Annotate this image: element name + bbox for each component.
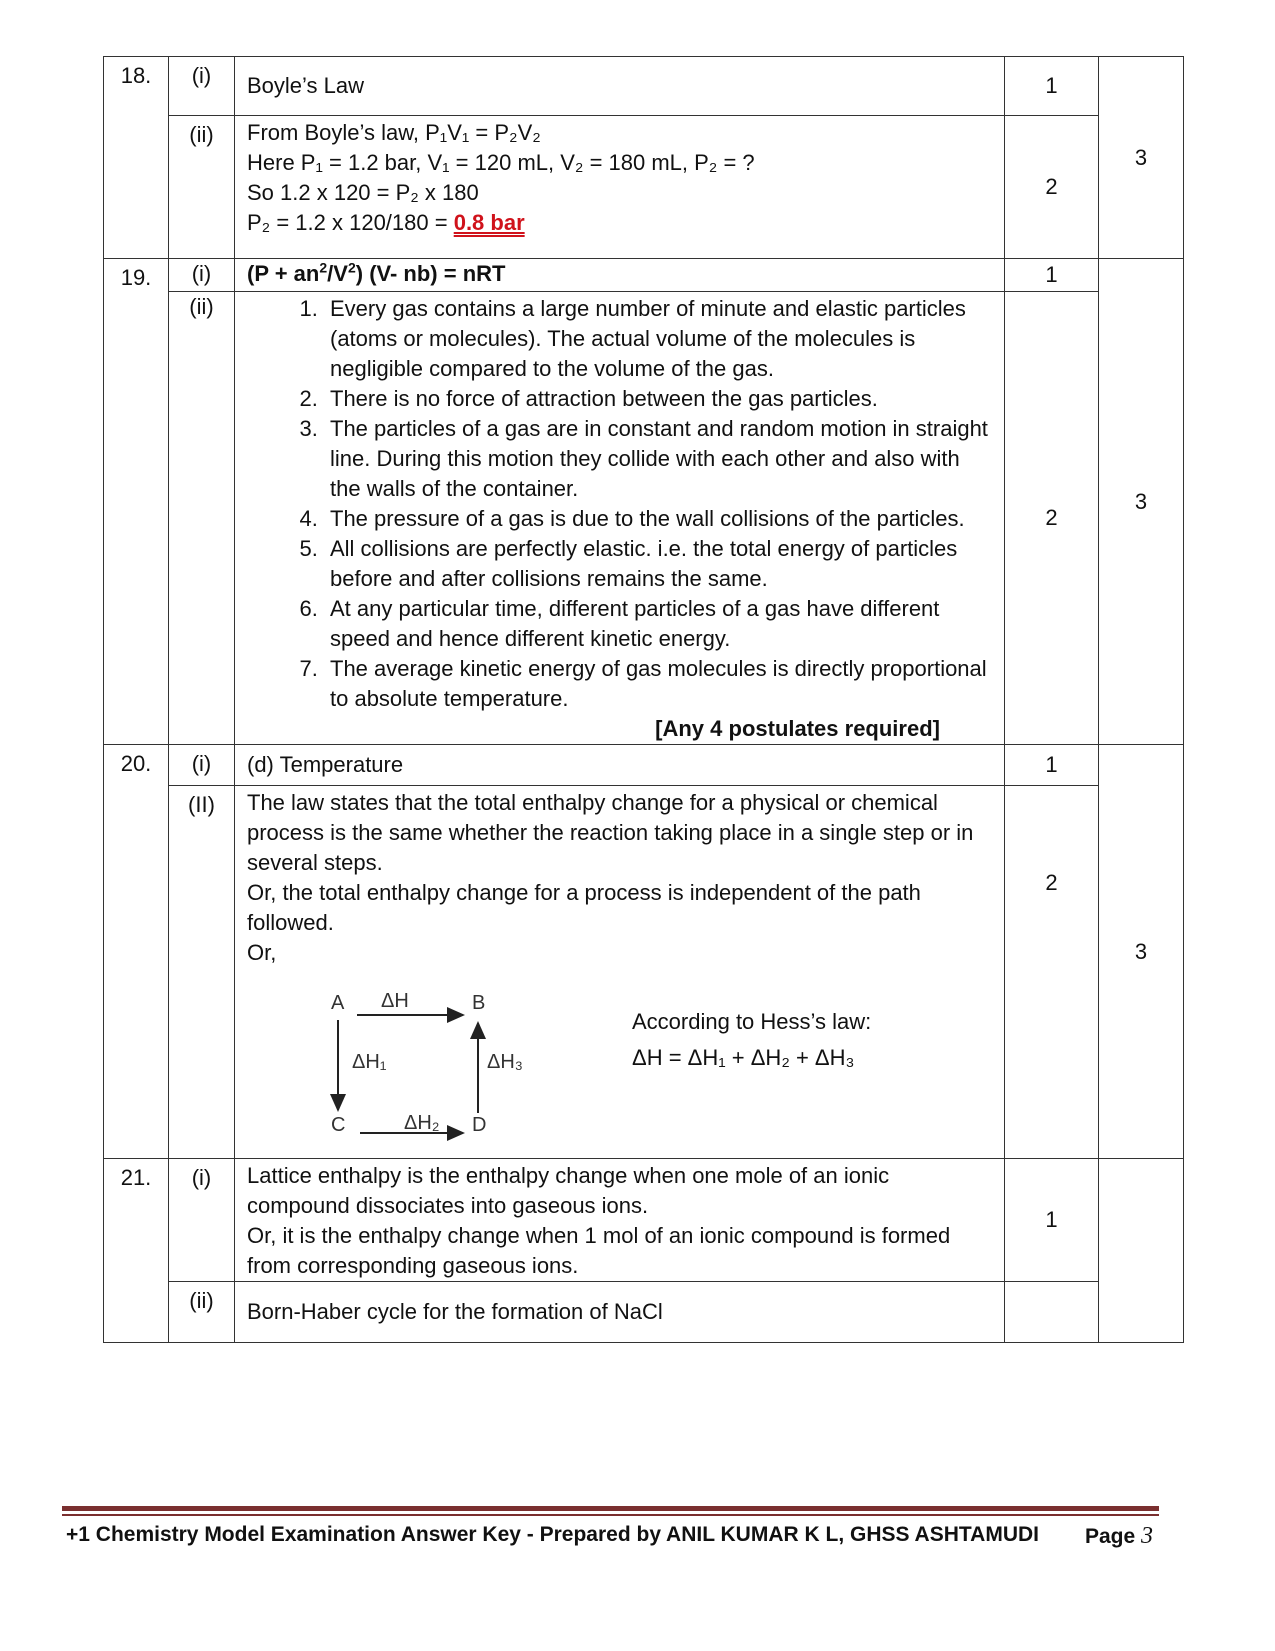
node-d: D [472,1114,487,1136]
q21-answer-ii: Born-Haber cycle for the formation of NaCl [235,1282,1005,1343]
q20-mark-i: 1 [1005,745,1099,786]
postulate-item: 1. Every gas contains a large number of minute and elastic particles (atoms or molecules). The actual volume of the molecules is negligible compared to the volume of the gas. [324,294,992,384]
q20-total: 3 [1099,745,1184,1159]
q18-line-2: Here P₁ = 1.2 bar, V₁ = 120 mL, V₂ = 180 mL, P₂ = ? [247,150,755,175]
q18-mark-ii: 2 [1005,116,1099,259]
q20-sub-i: (i) [169,745,235,786]
q18-total: 3 [1099,57,1184,259]
q20-answer-ii [235,786,1005,1159]
q18-result: 0.8 bar [453,210,525,235]
q19-total: 3 [1099,259,1184,745]
q20-row-i [104,745,1184,786]
q21-mark-ii [1005,1282,1099,1343]
lattice-definition: Lattice enthalpy is the enthalpy change when one mole of an ionic compound dissociates into gaseous ions. [247,1163,890,1218]
q19-sub-i: (i) [169,259,235,292]
q18-line-3: So 1.2 x 120 = P₂ x 180 [247,180,479,205]
node-c: C [331,1114,346,1136]
q19-equation: $(P + an^2/V^2)$ (V- nb) = nRT [235,259,1005,292]
q18-line-4-expr: P₂ = 1.2 x 120/180 = [247,210,454,235]
node-b: B [472,992,486,1014]
q19-number: 19. [104,259,169,745]
label-dh3: ΔH₃ [487,1051,523,1073]
postulate-item: 4. The pressure of a gas is due to the wall collisions of the particles. [324,504,992,534]
q19-mark-i: 1 [1005,259,1099,292]
postulate-item: 6. At any particular time, different particles of a gas have different speed and hence different kinetic energy. [324,594,992,654]
q18-sub-i: (i) [169,57,235,116]
q21-row-ii [104,1282,1184,1343]
page-num: 3 [1141,1523,1154,1549]
q20-sub-ii: (II) [169,786,235,1159]
q18-number: 18. [104,57,169,259]
footer-rule-thick [62,1506,1159,1511]
lattice-definition-alt: Or, it is the enthalpy change when 1 mol of an ionic compound is formed from corresponding gaseous ions. [247,1223,951,1278]
q20-number: 20. [104,745,169,1159]
postulate-item: 2. There is no force of attraction between the gas particles. [324,384,992,414]
page-label: Page [1085,1525,1136,1548]
q21-sub-i: (i) [169,1159,235,1282]
q18-row-ii [104,116,1184,259]
q18-row-i [104,57,1184,116]
hess-law-or: Or, [247,940,277,965]
q21-number: 21. [104,1159,169,1343]
q21-total [1099,1159,1184,1343]
label-dh2: ΔH₂ [404,1112,440,1134]
q18-line-4 [247,208,992,238]
q18-sub-ii: (ii) [169,116,235,259]
q19-answer-ii [235,292,1005,745]
footer-text: +1 Chemistry Model Examination Answer Key - Prepared by ANIL KUMAR K L, GHSS ASHTAMUDI [66,1523,1039,1546]
footer-rule-thin [62,1514,1159,1516]
postulate-list [247,294,992,714]
q19-row-ii [104,292,1184,745]
hess-law-title: According to Hess’s law: [632,1009,872,1034]
q21-answer-i [235,1159,1005,1282]
postulate-note: [Any 4 postulates required] [655,716,940,741]
postulate-item: 7. The average kinetic energy of gas molecules is directly proportional to absolute temperature. [324,654,992,714]
q20-answer-i: (d) Temperature [235,745,1005,786]
q21-row-i [104,1159,1184,1282]
q21-mark-i: 1 [1005,1159,1099,1282]
q19-mark-ii: 2 [1005,292,1099,745]
page-number [1085,1523,1153,1550]
node-a: A [331,992,345,1014]
q18-line-1: From Boyle’s law, P₁V₁ = P₂V₂ [247,120,541,145]
hess-law-equation: ΔH = ΔH₁ + ΔH₂ + ΔH₃ [632,1045,855,1070]
hess-cycle-diagram [247,968,577,1158]
hess-law-statement: The law states that the total enthalpy change for a physical or chemical process is the same whether the reaction taking place in a single step or in several steps. [247,790,974,875]
hess-cycle [247,968,992,1158]
label-dh1: ΔH₁ [352,1051,387,1073]
answer-key-table [103,56,1184,1343]
q19-row-i [104,259,1184,292]
q19-sub-ii: (ii) [169,292,235,745]
q20-mark-ii: 2 [1005,786,1099,1159]
q18-mark-i: 1 [1005,57,1099,116]
q18-answer-ii [235,116,1005,259]
hess-law-text [632,1004,871,1076]
label-dh: ΔH [381,990,409,1012]
q20-row-ii [104,786,1184,1159]
q18-answer-i: Boyle’s Law [235,57,1005,116]
q21-sub-ii: (ii) [169,1282,235,1343]
hess-law-alt: Or, the total enthalpy change for a process is independent of the path followed. [247,880,921,935]
postulate-item: 5. All collisions are perfectly elastic. i.e. the total energy of particles before and after collisions remains the same. [324,534,992,594]
postulate-item: 3. The particles of a gas are in constant and random motion in straight line. During this motion they collide with each other and also with the walls of the container. [324,414,992,504]
